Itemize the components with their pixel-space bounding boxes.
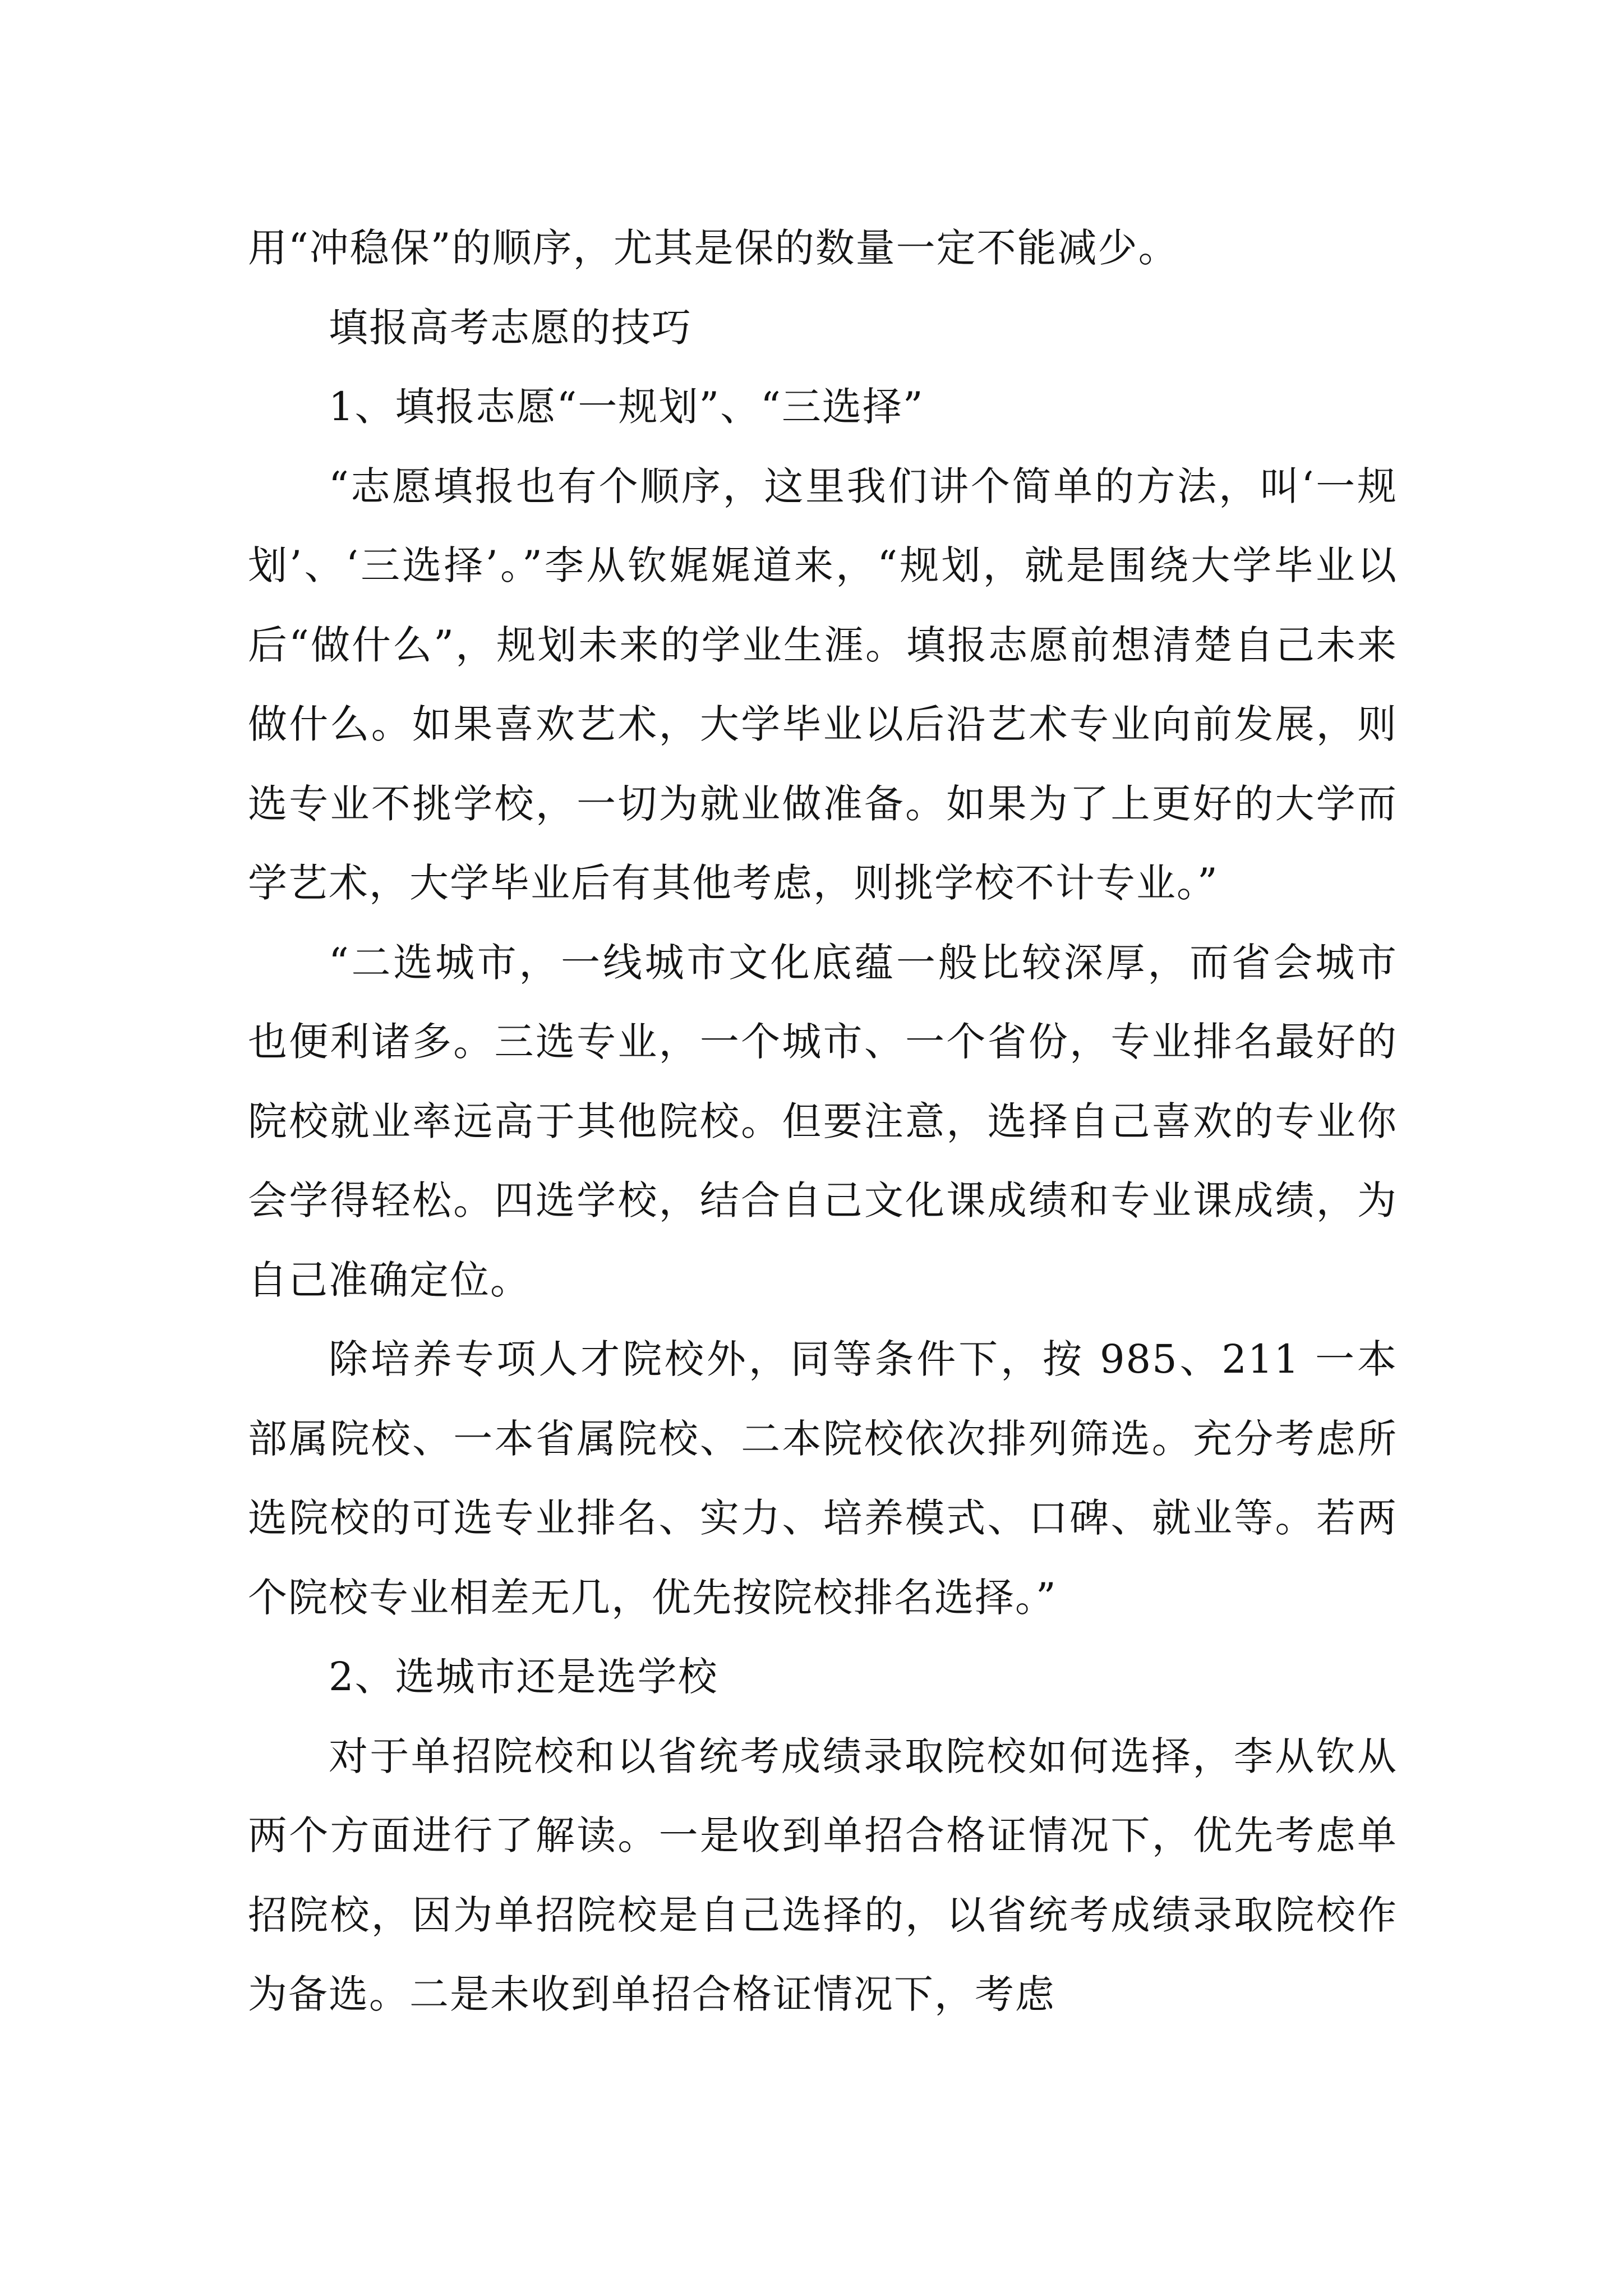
paragraph-continuation: 用“冲稳保”的顺序，尤其是保的数量一定不能减少。 [248,225,1179,271]
paragraph-planning: “志愿填报也有个顺序，这里我们讲个简单的方法，叫‘一规划’、‘三选择’。”李从钦娓娓道来，“规划，就是围绕大学毕业以后“做什么”，规划未来的学业生涯。填报志愿前想清楚自己未来做什么。如果喜欢艺术，大学毕业以后沿艺术专业向前发展，则选专业不挑学校，一切为就业做准备。如果为了上更好的大学而学艺术，大学毕业后有其他考虑，则挑学校不计专业。” [248,463,1398,906]
subheading-1: 1、填报志愿“一规划”、“三选择” [329,384,924,430]
paragraph-city-major-school: “二选城市，一线城市文化底蕴一般比较深厚，而省会城市也便利诸多。三选专业，一个城市、一个省份，专业排名最好的院校就业率远高于其他院校。但要注意，选择自己喜欢的专业你会学得轻松。四选学校，结合自己文化课成绩和专业课成绩，为自己准确定位。 [248,939,1398,1303]
document-body [248,209,1398,2035]
subheading-2: 2、选城市还是选学校 [329,1654,718,1700]
paragraph-ranking: 除培养专项人才院校外，同等条件下，按 985、211 一本部属院校、一本省属院校、二本院校依次排列筛选。充分考虑所选院校的可选专业排名、实力、培养模式、口碑、就业等。若两个院校专业相差无几，优先按院校排名选择。” [248,1336,1398,1621]
section-heading: 填报高考志愿的技巧 [329,304,692,351]
paragraph-single-admission: 对于单招院校和以省统考成绩录取院校如何选择，李从钦从两个方面进行了解读。一是收到单招合格证情况下，优先考虑单招院校，因为单招院校是自己选择的，以省统考成绩录取院校作为备选。二是未收到单招合格证情况下，考虑 [248,1733,1398,2017]
